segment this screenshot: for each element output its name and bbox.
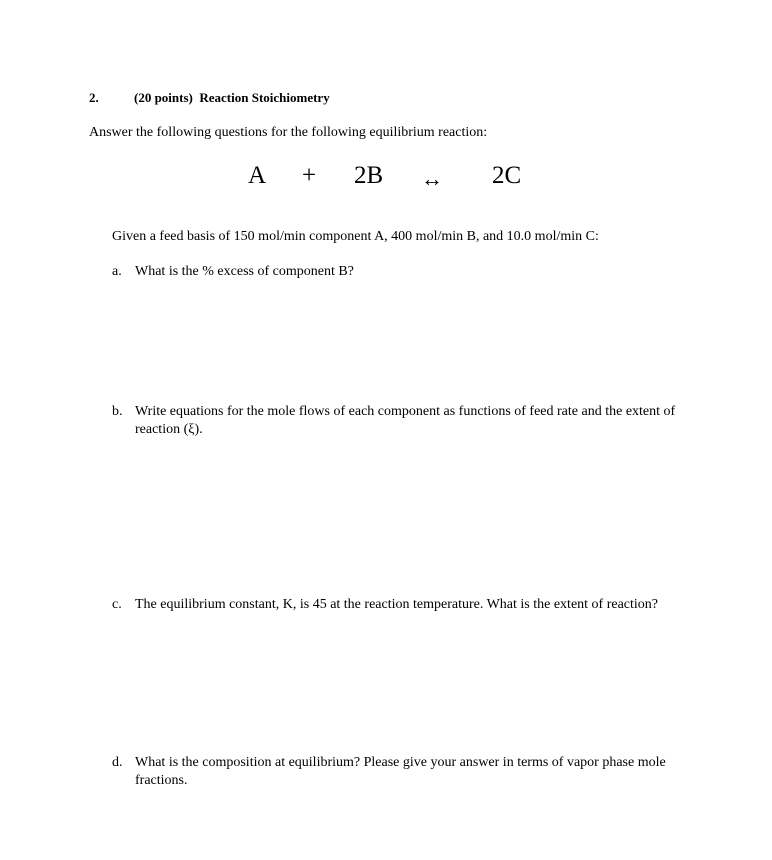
sub-question-text: The equilibrium constant, K, is 45 at the reaction temperature. What is the extent of reaction? bbox=[135, 597, 659, 612]
question-points: (20 points) bbox=[134, 90, 193, 105]
sub-question-text: What is the % excess of component B? bbox=[135, 264, 354, 279]
equation-reactant-b: 2B bbox=[354, 162, 384, 189]
feed-basis-statement: Given a feed basis of 150 mol/min component A, 400 mol/min B, and 10.0 mol/min C: bbox=[112, 229, 599, 244]
sub-question-text: Write equations for the mole flows of each component as functions of feed rate and the extent of reaction (ξ). bbox=[135, 404, 676, 437]
equation-product-c: 2C bbox=[492, 162, 522, 189]
equation-equilibrium-arrow: ↔ bbox=[421, 166, 443, 191]
sub-question-text: What is the composition at equilibrium? Please give your answer in terms of vapor phase mole fractions. bbox=[135, 755, 666, 788]
sub-question-letter: d. bbox=[112, 755, 123, 770]
question-number: 2. bbox=[89, 90, 99, 105]
question-intro: Answer the following questions for the following equilibrium reaction: bbox=[89, 125, 488, 140]
question-title: Reaction Stoichiometry bbox=[199, 90, 330, 105]
equation-plus: + bbox=[302, 162, 317, 189]
equation-reactant-a: A bbox=[248, 162, 267, 189]
question-header bbox=[134, 90, 330, 106]
sub-question-letter: c. bbox=[112, 597, 122, 612]
sub-question-letter: b. bbox=[112, 404, 123, 419]
sub-question-letter: a. bbox=[112, 264, 122, 279]
